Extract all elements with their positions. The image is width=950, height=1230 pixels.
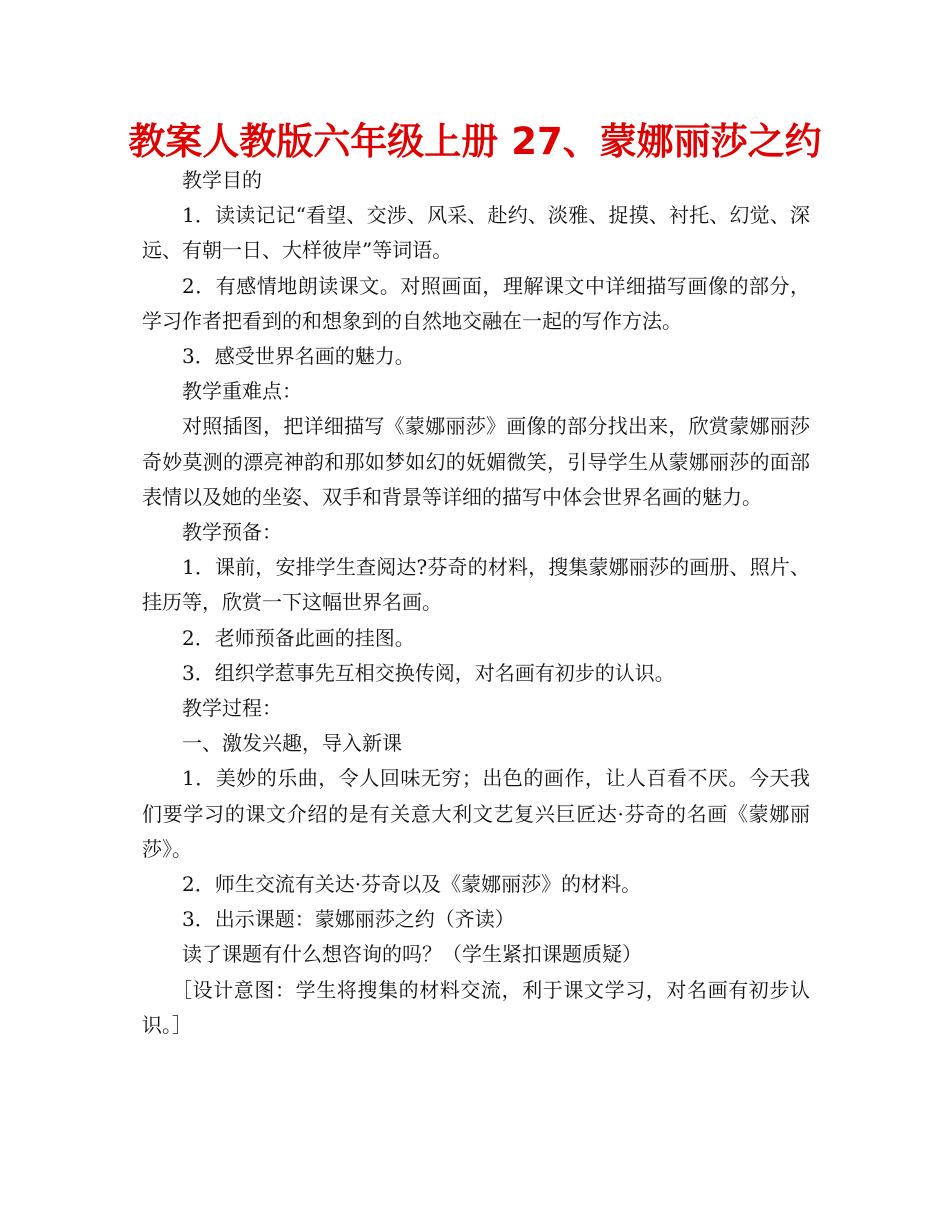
- objective-item-3: 3．感受世界名画的魅力。: [182, 344, 415, 369]
- process-question: 读了课题有什么想咨询的吗？（学生紧扣课题质疑）: [182, 942, 642, 967]
- key-points-text: 对照插图，把详细描写《蒙娜丽莎》画像的部分找出来，欣赏蒙娜丽莎奇妙莫测的漂亮神韵和那如梦如幻的妩媚微笑，引导学生从蒙娜丽莎的面部表情以及她的坐姿、双手和背景等详细的描写中体会世界名画的魅力。: [142, 414, 810, 509]
- preparation-item-1: 1．课前，安排学生查阅达?芬奇的材料，搜集蒙娜丽莎的画册、照片、挂历等，欣赏一下这幅世界名画。: [142, 555, 810, 615]
- process-item-2: 2．师生交流有关达·芬奇以及《蒙娜丽莎》的材料。: [182, 872, 642, 897]
- document-title: 教案人教版六年级上册 27、蒙娜丽莎之约: [128, 120, 822, 163]
- objective-item-1: 1．读读记记“看望、交涉、风采、赴约、淡雅、捉摸、衬托、幻觉、深远、有朝一日、大样彼岸”等词语。: [142, 203, 810, 263]
- objective-item-2: 2．有感情地朗读课文。对照画面，理解课文中详细描写画像的部分，学习作者把看到的和想象到的自然地交融在一起的写作方法。: [142, 273, 810, 333]
- process-item-1: 1．美妙的乐曲，令人回味无穷；出色的画作，让人百看不厌。今天我们要学习的课文介绍的是有关意大利文艺复兴巨匠达·芬奇的名画《蒙娜丽莎》。: [142, 766, 810, 861]
- section-heading-process: 教学过程：: [182, 696, 282, 721]
- process-item-3: 3．出示课题：蒙娜丽莎之约（齐读）: [182, 907, 515, 932]
- process-step-heading-1: 一、激发兴趣，导入新课: [182, 731, 402, 756]
- preparation-item-2: 2．老师预备此画的挂图。: [182, 625, 415, 650]
- section-heading-objectives: 教学目的: [182, 168, 262, 192]
- preparation-item-3: 3．组织学惹事先互相交换传阅，对名画有初步的认识。: [182, 660, 675, 685]
- section-heading-preparation: 教学预备：: [182, 520, 282, 545]
- document-body: [142, 163, 810, 1043]
- section-heading-key-points: 教学重难点：: [182, 379, 302, 404]
- design-intent-note: ［设计意图：学生将搜集的材料交流，利于课文学习，对名画有初步认识。］: [142, 977, 810, 1037]
